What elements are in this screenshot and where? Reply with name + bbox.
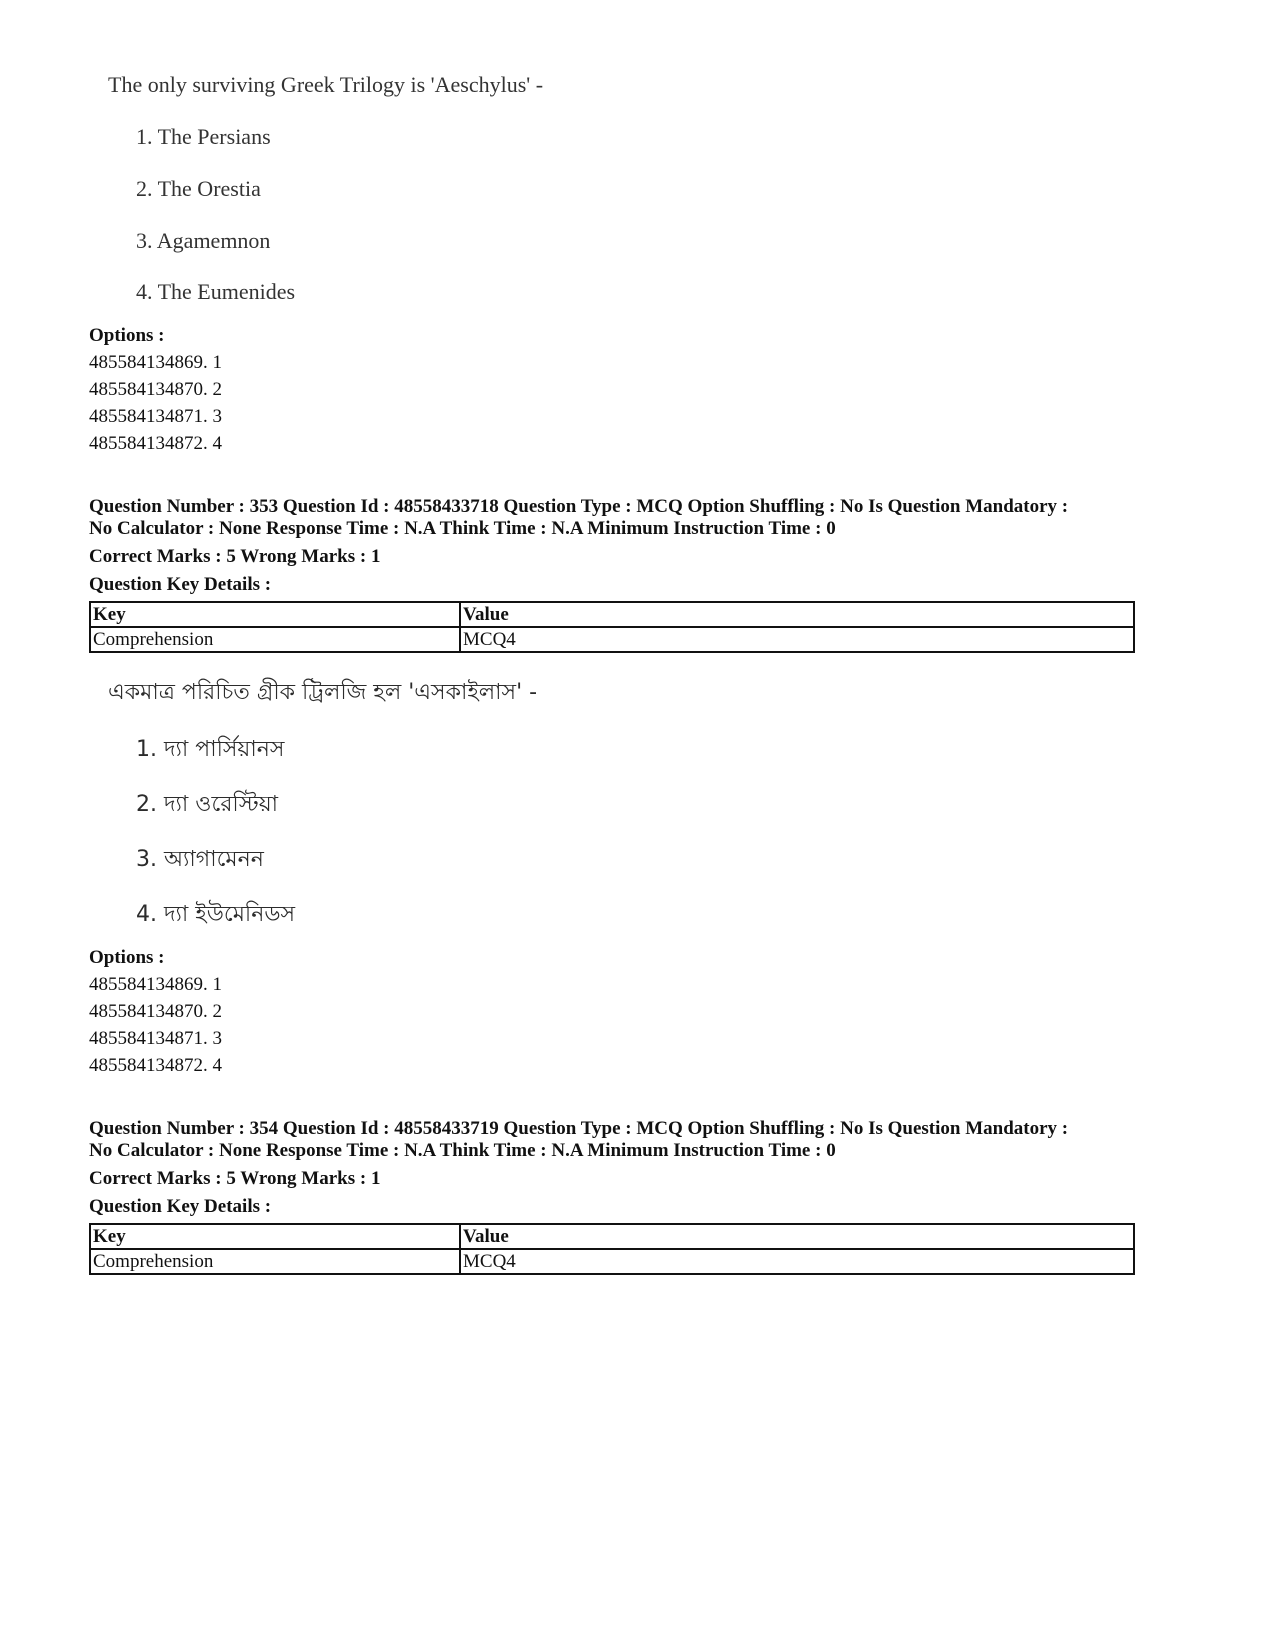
options-label: Options :: [89, 947, 165, 968]
key-details-label-353: Question Key Details :: [89, 574, 272, 595]
header-value: Value: [460, 602, 1134, 627]
cell-key: Comprehension: [90, 627, 460, 652]
meta-line: Question Number : 354 Question Id : 48558433719 Question Type : MCQ Option Shuffling : No Is Question Mandatory :: [89, 1118, 1069, 1139]
question-353-image: [108, 675, 808, 925]
option-line: 485584134870. 2: [89, 1001, 222, 1022]
question-item: 2. The Orestia: [136, 176, 261, 201]
cell-value: MCQ4: [460, 1249, 1134, 1274]
table-header-row: [90, 602, 1134, 627]
option-line: 485584134869. 1: [89, 352, 222, 373]
key-details-table-353: [89, 601, 1135, 653]
question-item: 4. The Eumenides: [136, 279, 296, 304]
question-item: 3. Agamemnon: [136, 228, 271, 253]
question-item: 1. দ্যা পার্সিয়ানস: [136, 737, 285, 762]
question-stem: The only surviving Greek Trilogy is 'Aeschylus' -: [108, 72, 544, 97]
header-key: Key: [90, 1224, 460, 1249]
question-item: 2. দ্যা ওরেস্টিয়া: [136, 792, 279, 817]
option-line: 485584134870. 2: [89, 379, 222, 400]
cell-value: MCQ4: [460, 627, 1134, 652]
table-header-row: [90, 1224, 1134, 1249]
marks-353: Correct Marks : 5 Wrong Marks : 1: [89, 546, 381, 567]
option-line: 485584134872. 4: [89, 433, 222, 454]
option-line: 485584134871. 3: [89, 1028, 222, 1049]
option-line: 485584134869. 1: [89, 974, 222, 995]
question-353-meta: [89, 496, 1135, 540]
meta-line: No Calculator : None Response Time : N.A Think Time : N.A Minimum Instruction Time : 0: [89, 1140, 836, 1161]
cell-key: Comprehension: [90, 1249, 460, 1274]
options-label: Options :: [89, 325, 165, 346]
option-line: 485584134872. 4: [89, 1055, 222, 1076]
header-value: Value: [460, 1224, 1134, 1249]
question-stem: একমাত্র পরিচিত গ্রীক ট্রিলজি হল 'এসকাইলাস' -: [108, 680, 538, 705]
question-item: 1. The Persians: [136, 124, 271, 149]
table-row: [90, 1249, 1134, 1274]
header-key: Key: [90, 602, 460, 627]
key-details-table-354: [89, 1223, 1135, 1275]
options-block-352: [89, 322, 1135, 457]
meta-line: Question Number : 353 Question Id : 48558433718 Question Type : MCQ Option Shuffling : No Is Question Mandatory :: [89, 496, 1069, 517]
key-details-label-354: Question Key Details :: [89, 1196, 272, 1217]
question-354-meta: [89, 1118, 1135, 1162]
table-row: [90, 627, 1134, 652]
meta-line: No Calculator : None Response Time : N.A Think Time : N.A Minimum Instruction Time : 0: [89, 518, 836, 539]
marks-354: Correct Marks : 5 Wrong Marks : 1: [89, 1168, 381, 1189]
question-352-image: [108, 72, 808, 312]
option-line: 485584134871. 3: [89, 406, 222, 427]
question-item: 3. অ্যাগামেনন: [136, 847, 264, 872]
question-item: 4. দ্যা ইউমেনিডস: [136, 902, 296, 927]
options-block-353: [89, 944, 1135, 1079]
